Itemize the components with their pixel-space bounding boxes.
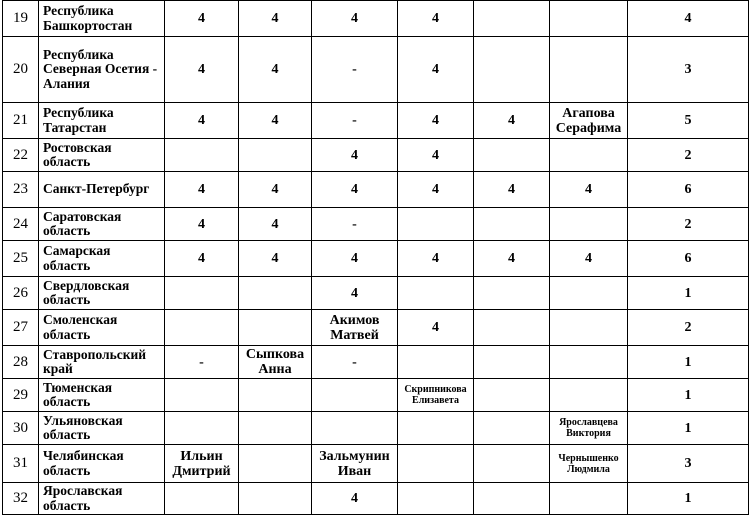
score-cell — [398, 277, 474, 310]
score-cell: 4 — [474, 241, 550, 277]
score-cell — [312, 379, 398, 412]
score-cell — [239, 139, 312, 172]
score-cell — [474, 445, 550, 483]
total-cell: 2 — [628, 208, 749, 241]
score-cell: 4 — [239, 103, 312, 139]
score-cell: - — [312, 346, 398, 379]
total-cell: 1 — [628, 379, 749, 412]
score-cell — [550, 139, 628, 172]
row-number: 32 — [3, 483, 39, 515]
score-cell — [239, 379, 312, 412]
score-cell: 4 — [474, 103, 550, 139]
region-name: Тюменская область — [39, 379, 165, 412]
row-number: 27 — [3, 310, 39, 346]
table-row — [3, 208, 749, 241]
region-name: Республика Северная Осетия - Алания — [39, 37, 165, 103]
total-cell: 1 — [628, 277, 749, 310]
region-name: Республика Татарстан — [39, 103, 165, 139]
score-cell: Ярославцева Виктория — [550, 412, 628, 445]
score-cell — [398, 483, 474, 515]
region-name: Саратовская область — [39, 208, 165, 241]
total-cell: 5 — [628, 103, 749, 139]
table-row — [3, 139, 749, 172]
score-cell: 4 — [165, 37, 239, 103]
score-cell — [398, 445, 474, 483]
score-cell: 4 — [312, 1, 398, 37]
score-cell: 4 — [312, 277, 398, 310]
score-cell: 4 — [398, 1, 474, 37]
score-cell: 4 — [165, 241, 239, 277]
total-cell: 6 — [628, 172, 749, 208]
score-cell: Чернышенко Людмила — [550, 445, 628, 483]
row-number: 31 — [3, 445, 39, 483]
score-cell: 4 — [398, 37, 474, 103]
score-cell — [474, 379, 550, 412]
region-name: Самарская область — [39, 241, 165, 277]
table-row — [3, 103, 749, 139]
score-cell — [474, 412, 550, 445]
score-cell — [550, 483, 628, 515]
region-name: Смоленская область — [39, 310, 165, 346]
row-number: 30 — [3, 412, 39, 445]
score-cell: Ильин Дмитрий — [165, 445, 239, 483]
total-cell: 4 — [628, 1, 749, 37]
score-cell: Зальмунин Иван — [312, 445, 398, 483]
score-cell: Акимов Матвей — [312, 310, 398, 346]
region-name: Санкт-Петербург — [39, 172, 165, 208]
score-cell — [474, 1, 550, 37]
score-cell — [474, 310, 550, 346]
table-row — [3, 483, 749, 515]
table-row — [3, 379, 749, 412]
row-number: 29 — [3, 379, 39, 412]
row-number: 21 — [3, 103, 39, 139]
score-cell: 4 — [312, 139, 398, 172]
score-cell — [550, 346, 628, 379]
score-cell: 4 — [312, 172, 398, 208]
score-cell — [474, 346, 550, 379]
score-cell: - — [165, 346, 239, 379]
score-cell: 4 — [312, 241, 398, 277]
row-number: 19 — [3, 1, 39, 37]
score-cell: 4 — [165, 103, 239, 139]
region-name: Ярославская область — [39, 483, 165, 515]
score-cell: 4 — [165, 1, 239, 37]
row-number: 20 — [3, 37, 39, 103]
score-cell: 4 — [239, 37, 312, 103]
score-cell: Сыпкова Анна — [239, 346, 312, 379]
total-cell: 1 — [628, 346, 749, 379]
score-cell — [165, 483, 239, 515]
score-cell — [165, 412, 239, 445]
score-cell — [239, 310, 312, 346]
table-row — [3, 241, 749, 277]
score-cell — [239, 445, 312, 483]
table-row — [3, 172, 749, 208]
total-cell: 3 — [628, 37, 749, 103]
score-cell — [550, 379, 628, 412]
results-table — [2, 0, 749, 515]
score-cell — [474, 139, 550, 172]
score-cell — [165, 379, 239, 412]
table-body — [3, 1, 749, 515]
score-cell: 4 — [239, 208, 312, 241]
total-cell: 2 — [628, 310, 749, 346]
table-row — [3, 1, 749, 37]
region-name: Ульяновская область — [39, 412, 165, 445]
score-cell: 4 — [239, 1, 312, 37]
score-cell — [550, 208, 628, 241]
row-number: 23 — [3, 172, 39, 208]
score-cell — [165, 310, 239, 346]
score-cell — [165, 139, 239, 172]
score-cell — [239, 277, 312, 310]
table-row — [3, 37, 749, 103]
table-row — [3, 445, 749, 483]
score-cell — [550, 310, 628, 346]
total-cell: 1 — [628, 483, 749, 515]
score-cell: 4 — [398, 241, 474, 277]
row-number: 28 — [3, 346, 39, 379]
table-row — [3, 277, 749, 310]
score-cell — [474, 208, 550, 241]
score-cell: 4 — [474, 172, 550, 208]
region-name: Ростовская область — [39, 139, 165, 172]
total-cell: 2 — [628, 139, 749, 172]
row-number: 26 — [3, 277, 39, 310]
score-cell — [398, 412, 474, 445]
total-cell: 6 — [628, 241, 749, 277]
score-cell — [550, 277, 628, 310]
score-cell — [474, 277, 550, 310]
score-cell: - — [312, 208, 398, 241]
score-cell: Агапова Серафима — [550, 103, 628, 139]
table-row — [3, 412, 749, 445]
table-row — [3, 346, 749, 379]
score-cell: 4 — [398, 172, 474, 208]
region-name: Челябинская область — [39, 445, 165, 483]
score-cell: - — [312, 37, 398, 103]
score-cell: 4 — [239, 172, 312, 208]
score-cell: 4 — [165, 172, 239, 208]
score-cell — [312, 412, 398, 445]
row-number: 25 — [3, 241, 39, 277]
score-cell: 4 — [550, 241, 628, 277]
total-cell: 1 — [628, 412, 749, 445]
total-cell: 3 — [628, 445, 749, 483]
score-cell — [550, 1, 628, 37]
score-cell — [550, 37, 628, 103]
region-name: Свердловская область — [39, 277, 165, 310]
score-cell: - — [312, 103, 398, 139]
score-cell — [239, 483, 312, 515]
score-cell: Скрипникова Елизавета — [398, 379, 474, 412]
region-name: Республика Башкортостан — [39, 1, 165, 37]
table-row — [3, 310, 749, 346]
score-cell: 4 — [165, 208, 239, 241]
score-cell — [398, 208, 474, 241]
score-cell — [474, 483, 550, 515]
score-cell — [165, 277, 239, 310]
score-cell: 4 — [312, 483, 398, 515]
score-cell: 4 — [239, 241, 312, 277]
score-cell — [474, 37, 550, 103]
score-cell: 4 — [550, 172, 628, 208]
score-cell: 4 — [398, 103, 474, 139]
score-cell: 4 — [398, 310, 474, 346]
row-number: 24 — [3, 208, 39, 241]
region-name: Ставропольский край — [39, 346, 165, 379]
row-number: 22 — [3, 139, 39, 172]
score-cell — [398, 346, 474, 379]
score-cell: 4 — [398, 139, 474, 172]
score-cell — [239, 412, 312, 445]
